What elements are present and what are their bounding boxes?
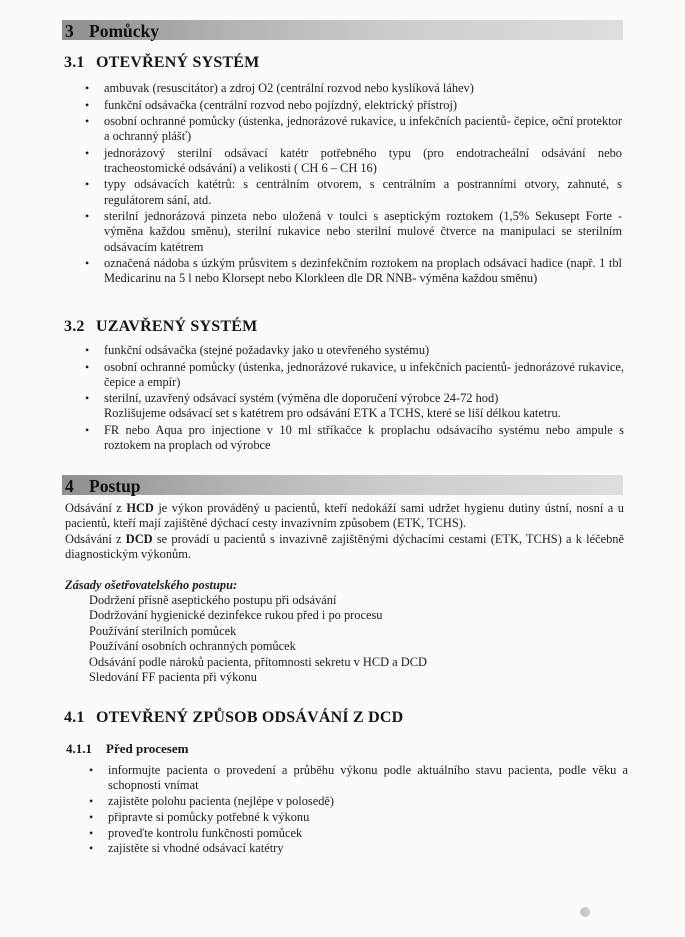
list-item: • zajistěte polohu pacienta (nejlépe v polosedě) [88,794,628,809]
text-bold: DCD [125,532,153,546]
text-bold: HCD [126,501,154,515]
section-title: Pomůcky [89,21,159,41]
section-number: 3 [65,21,74,41]
scan-dot-mark [580,907,590,917]
postup-paragraph-hcd [65,501,624,532]
list-item: • jednorázový sterilní odsávací katétr potřebného typu (pro endotracheální odsávání nebo tracheostomické odsávání) a velikosti ( CH 6 – CH 16) [84,146,622,176]
list-item: Používání sterilních pomůcek [89,623,237,638]
list-item: Odsávání podle nároků pacienta, přítomnosti sekretu v HCD a DCD [89,654,427,669]
section-3-2-heading [64,318,257,336]
postup-paragraph-dcd [65,532,624,563]
section-number: 4.1.1 [66,741,92,756]
section-title: UZAVŘENÝ SYSTÉM [96,318,258,335]
list-item: • sterilní jednorázová pinzeta nebo uložená v toulci s aseptickým roztokem (1,5% Sekusept Forte - výměna každou směnu), sterilní rukavice nebo sterilní mulové čtverce na manipulaci se sterilním odsávacím katétrem [84,209,622,255]
zasady-list [89,593,427,685]
list-item [84,391,624,421]
text: Odsávání z [65,501,127,515]
text: je výkon prováděný u pacientů, kteří nedokáží sami udržet hygienu dutiny ústní, nosní a u pacientů, kteří mají zajištěné dýchací cesty invazivním způsobem (ETK, TCHS). [65,501,624,531]
list-item: Používání osobních ochranných pomůcek [89,639,296,654]
section-4-1-1-list [88,763,628,857]
list-item: • zajistěte si vhodné odsávací katétry [88,841,628,856]
section-4-heading [62,475,623,495]
section-3-heading [62,20,623,40]
list-item: • funkční odsávačka (centrální rozvod nebo pojízdný, elektrický přístroj) [84,98,622,113]
list-item: Dodržení přísně aseptického postupu při odsávání [89,593,337,607]
list-item: • ambuvak (resuscitátor) a zdroj O2 (centrální rozvod nebo kyslíková láhev) [84,81,622,96]
list-item: • osobní ochranné pomůcky (ústenka, jednorázové rukavice, u infekčních pacientů- jednorázové rukavice, čepice a empír) [84,360,624,390]
list-item: Sledování FF pacienta při výkonu [89,670,257,685]
list-item: • osobní ochranné pomůcky (ústenka, jednorázové rukavice, u infekčních pacientů- čepice, oční protektor a ochranný plášť) [84,114,622,144]
text: Odsávání z [65,532,126,546]
list-item: • funkční odsávačka (stejné požadavky jako u otevřeného systému) [84,343,624,358]
section-title: Před procesem [106,741,189,756]
section-4-1-heading [64,709,403,727]
section-number: 4.1 [64,709,85,726]
list-item: • informujte pacienta o provedení a průběhu výkonu podle aktuálního stavu pacienta, podle věku a schopnosti vnímat [88,763,628,793]
section-3-1-list [84,81,622,288]
section-3-1-heading [64,54,259,72]
list-item: • FR nebo Aqua pro injectione v 10 ml stříkačce k proplachu odsávacího systému nebo ampule s roztokem na proplach od výrobce [84,423,624,453]
text: se provádí u pacientů s invazivně zajištěnými dýchacími cestami (ETK, TCHS) a k léčebně diagnostickým výkonům. [65,532,625,562]
section-3-2-list [84,343,624,455]
section-title: Postup [89,476,141,496]
section-4-1-1-heading [66,741,188,757]
zasady-heading: Zásady ošetřovatelského postupu: [65,578,238,592]
list-item-note: Rozlišujeme odsávací set s katétrem pro odsávání ETK a TCHS, které se liší délkou katetru. [104,406,561,421]
section-number: 3.2 [64,318,85,335]
list-item: • typy odsávacích katétrů: s centrálním otvorem, s centrálním a postranními otvory, zahnuté, s regulátorem sání, atd. [84,177,622,207]
section-title: OTEVŘENÝ ZPŮSOB ODSÁVÁNÍ Z DCD [96,709,404,726]
list-item: • připravte si pomůcky potřebné k výkonu [88,810,628,825]
list-item: Dodržování hygienické dezinfekce rukou před i po procesu [89,608,383,623]
list-item: • proveďte kontrolu funkčnosti pomůcek [88,826,628,841]
list-item-text: sterilní, uzavřený odsávací systém (výměna dle doporučení výrobce 24-72 hod) [104,391,499,406]
list-item: • označená nádoba s úzkým průsvitem s dezinfekčním roztokem na proplach odsávací hadice (např. 1 tbl Medicarinu na 5 l nebo Klorsept nebo Klorkleen dle DR NNB- výměna každou směnu) [84,256,622,286]
section-number: 3.1 [64,54,85,71]
section-number: 4 [65,476,74,496]
section-title: OTEVŘENÝ SYSTÉM [96,54,260,71]
